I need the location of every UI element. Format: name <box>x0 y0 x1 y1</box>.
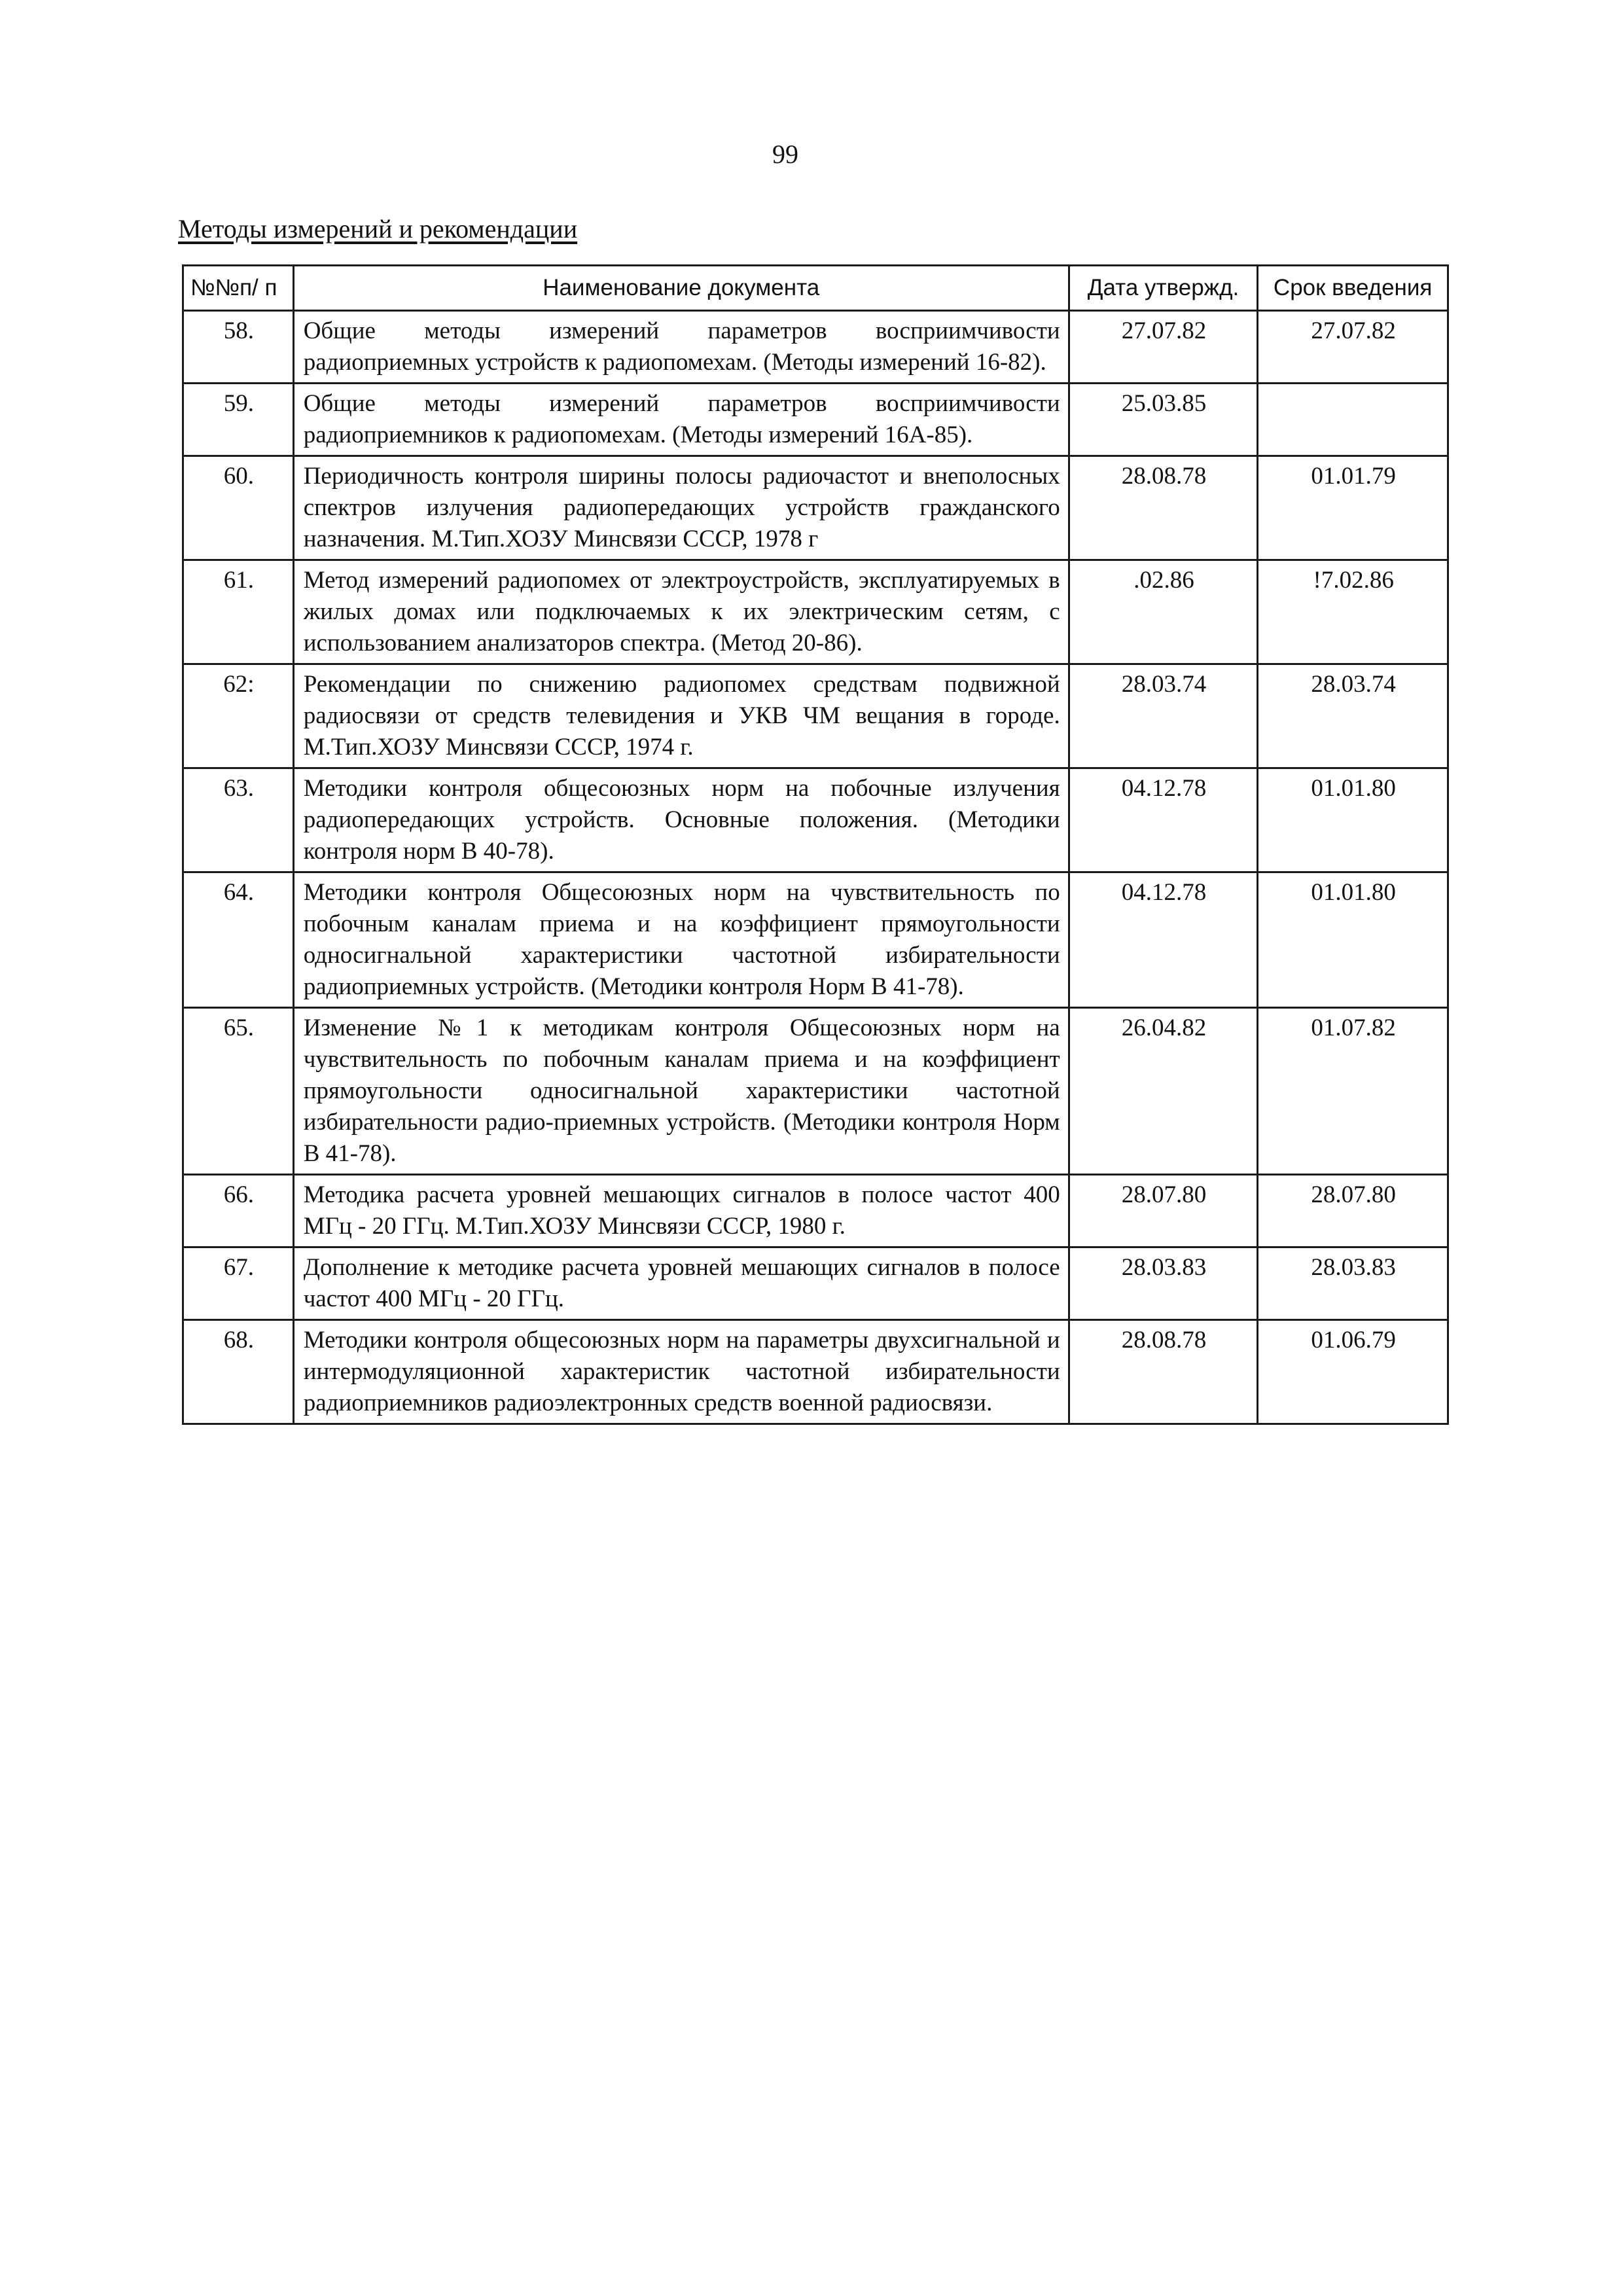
document-name: Методика расчета уровней мешающих сигналов в полосе частот 400 МГц - 20 ГГц. М.Тип.ХОЗУ Минсвязи СССР, 1980 г. <box>293 1174 1069 1247</box>
table-row <box>183 310 1448 383</box>
effective-date: 01.01.80 <box>1258 872 1448 1007</box>
effective-date: 27.07.82 <box>1258 310 1448 383</box>
row-number: 59. <box>183 383 294 456</box>
approval-date: 27.07.82 <box>1069 310 1258 383</box>
effective-date: !7.02.86 <box>1258 560 1448 664</box>
document-name: Изменение №1 к методикам контроля Общесоюзных норм на чувствительность по побочным каналам приема и на коэффициент прямоугольности односигнальной характеристики частотной избирательности радио-приемных устройств. (Методики контроля Норм В 41-78). <box>293 1007 1069 1174</box>
table-row <box>183 1247 1448 1319</box>
row-number: 60. <box>183 456 294 560</box>
effective-date: 28.07.80 <box>1258 1174 1448 1247</box>
approval-date: 04.12.78 <box>1069 872 1258 1007</box>
table-row <box>183 1007 1448 1174</box>
effective-date: 28.03.83 <box>1258 1247 1448 1319</box>
effective-date: 01.07.82 <box>1258 1007 1448 1174</box>
table-body <box>183 310 1448 1424</box>
approval-date: 28.03.74 <box>1069 664 1258 768</box>
table-header-row <box>183 266 1448 311</box>
table-row <box>183 1319 1448 1424</box>
approval-date: 28.07.80 <box>1069 1174 1258 1247</box>
approval-date: 26.04.82 <box>1069 1007 1258 1174</box>
row-number: 65. <box>183 1007 294 1174</box>
row-number: 68. <box>183 1319 294 1424</box>
document-name: Общие методы измерений параметров восприимчивости радиоприемников к радиопомехам. (Методы измерений 16А-85). <box>293 383 1069 456</box>
page-number: 99 <box>772 139 798 169</box>
approval-date: .02.86 <box>1069 560 1258 664</box>
document-name: Рекомендации по снижению радиопомех средствам подвижной радиосвязи от средств телевидения и УКВ ЧМ вещания в городе. М.Тип.ХОЗУ Минсвязи СССР, 1974 г. <box>293 664 1069 768</box>
table-row <box>183 664 1448 768</box>
approval-date: 28.03.83 <box>1069 1247 1258 1319</box>
effective-date: 01.01.80 <box>1258 768 1448 872</box>
row-number: 63. <box>183 768 294 872</box>
documents-table <box>182 264 1449 1425</box>
table-row <box>183 560 1448 664</box>
row-number: 58. <box>183 310 294 383</box>
table-row <box>183 383 1448 456</box>
approval-date: 25.03.85 <box>1069 383 1258 456</box>
effective-date <box>1258 383 1448 456</box>
document-name: Периодичность контроля ширины полосы радиочастот и внеполосных спектров излучения радиопередающих устройств гражданского назначения. М.Тип.ХОЗУ Минсвязи СССР, 1978 г <box>293 456 1069 560</box>
row-number: 61. <box>183 560 294 664</box>
document-name: Методики контроля общесоюзных норм на параметры двухсигнальной и интермодуляционной характеристик частотной избирательности радиоприемников радиоэлектронных средств военной радиосвязи. <box>293 1319 1069 1424</box>
header-approval-date: Дата утвержд. <box>1069 266 1258 311</box>
effective-date: 01.06.79 <box>1258 1319 1448 1424</box>
row-number: 67. <box>183 1247 294 1319</box>
header-number: №№п/ п <box>183 266 294 311</box>
table-row <box>183 456 1448 560</box>
table-header <box>183 266 1448 311</box>
approval-date: 04.12.78 <box>1069 768 1258 872</box>
header-effective-date: Срок введения <box>1258 266 1448 311</box>
approval-date: 28.08.78 <box>1069 1319 1258 1424</box>
table-row <box>183 1174 1448 1247</box>
effective-date: 28.03.74 <box>1258 664 1448 768</box>
row-number: 62: <box>183 664 294 768</box>
document-name: Методики контроля Общесоюзных норм на чувствительность по побочным каналам приема и на коэффициент прямоугольности односигнальной характеристики частотной избирательности радиоприемных устройств. (Методики контроля Норм В 41-78). <box>293 872 1069 1007</box>
table-row <box>183 872 1448 1007</box>
document-name: Общие методы измерений параметров восприимчивости радиоприемных устройств к радиопомехам. (Методы измерений 16-82). <box>293 310 1069 383</box>
document-name: Метод измерений радиопомех от электроустройств, эксплуатируемых в жилых домах или подключаемых к их электрическим сетям, с использованием анализаторов спектра. (Метод 20-86). <box>293 560 1069 664</box>
effective-date: 01.01.79 <box>1258 456 1448 560</box>
approval-date: 28.08.78 <box>1069 456 1258 560</box>
table-row <box>183 768 1448 872</box>
document-name: Методики контроля общесоюзных норм на побочные излучения радиопередающих устройств. Основные положения. (Методики контроля норм В 40-78). <box>293 768 1069 872</box>
header-document-name: Наименование документа <box>293 266 1069 311</box>
section-title: Методы измерений и рекомендации <box>178 214 578 243</box>
row-number: 64. <box>183 872 294 1007</box>
row-number: 66. <box>183 1174 294 1247</box>
document-name: Дополнение к методике расчета уровней мешающих сигналов в полосе частот 400 МГц - 20 ГГц. <box>293 1247 1069 1319</box>
